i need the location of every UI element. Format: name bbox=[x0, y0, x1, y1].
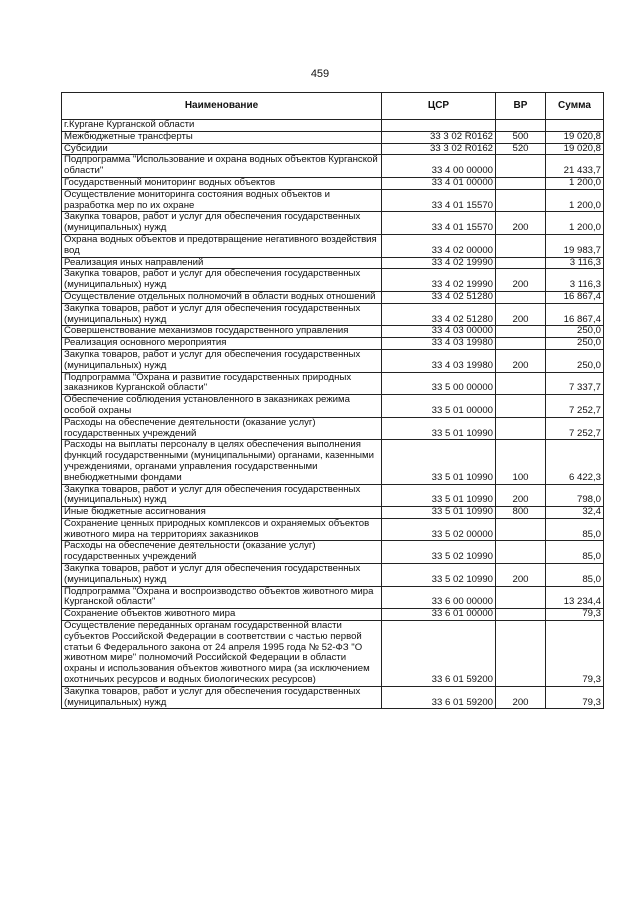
table-row bbox=[62, 177, 604, 189]
cell-vr: 200 bbox=[496, 564, 546, 587]
cell-vr bbox=[496, 541, 546, 564]
cell-name: Сохранение ценных природных комплексов и охраняемых объектов животного мира на территориях заказников bbox=[62, 518, 382, 541]
table-row bbox=[62, 257, 604, 269]
cell-csr: 33 3 02 R0162 bbox=[382, 143, 496, 155]
cell-name: Охрана водных объектов и предотвращение негативного воздействия вод bbox=[62, 234, 382, 257]
cell-sum: 1 200,0 bbox=[546, 189, 604, 212]
table-row bbox=[62, 518, 604, 541]
cell-vr bbox=[496, 586, 546, 609]
cell-vr: 800 bbox=[496, 507, 546, 519]
table-row bbox=[62, 484, 604, 507]
cell-csr: 33 4 03 19980 bbox=[382, 338, 496, 350]
cell-sum: 3 116,3 bbox=[546, 269, 604, 292]
cell-name: Осуществление мониторинга состояния водных объектов и разработка мер по их охране bbox=[62, 189, 382, 212]
table-row bbox=[62, 291, 604, 303]
cell-name: Закупка товаров, работ и услуг для обеспечения государственных (муниципальных) нужд bbox=[62, 484, 382, 507]
cell-csr: 33 4 01 00000 bbox=[382, 177, 496, 189]
cell-sum: 19 020,8 bbox=[546, 131, 604, 143]
cell-csr: 33 4 03 19980 bbox=[382, 349, 496, 372]
cell-sum: 7 252,7 bbox=[546, 395, 604, 418]
cell-csr: 33 4 02 00000 bbox=[382, 234, 496, 257]
cell-name: Иные бюджетные ассигнования bbox=[62, 507, 382, 519]
cell-vr bbox=[496, 326, 546, 338]
cell-csr: 33 3 02 R0162 bbox=[382, 131, 496, 143]
cell-sum: 1 200,0 bbox=[546, 177, 604, 189]
cell-vr: 100 bbox=[496, 440, 546, 484]
table-row bbox=[62, 269, 604, 292]
cell-sum: 19 983,7 bbox=[546, 234, 604, 257]
cell-sum: 19 020,8 bbox=[546, 143, 604, 155]
cell-name: Совершенствование механизмов государственного управления bbox=[62, 326, 382, 338]
header-csr: ЦСР bbox=[382, 93, 496, 120]
cell-csr: 33 5 00 00000 bbox=[382, 372, 496, 395]
cell-vr bbox=[496, 189, 546, 212]
cell-name: Закупка товаров, работ и услуг для обеспечения государственных (муниципальных) нужд bbox=[62, 303, 382, 326]
cell-name: Подпрограмма "Охрана и воспроизводство объектов животного мира Курганской области" bbox=[62, 586, 382, 609]
cell-name: Расходы на выплаты персоналу в целях обеспечения выполнения функций государственными (муниципальными) органами, казенными учреждениями, органами управления государственными внебюджетными фондами bbox=[62, 440, 382, 484]
budget-table bbox=[61, 92, 604, 709]
cell-vr: 200 bbox=[496, 303, 546, 326]
header-vr: ВР bbox=[496, 93, 546, 120]
cell-sum: 1 200,0 bbox=[546, 212, 604, 235]
table-row bbox=[62, 131, 604, 143]
table-row bbox=[62, 507, 604, 519]
cell-name: Межбюджетные трансферты bbox=[62, 131, 382, 143]
cell-name: Государственный мониторинг водных объектов bbox=[62, 177, 382, 189]
cell-vr bbox=[496, 372, 546, 395]
cell-csr: 33 4 02 51280 bbox=[382, 291, 496, 303]
cell-sum: 32,4 bbox=[546, 507, 604, 519]
cell-csr bbox=[382, 120, 496, 132]
cell-name: Подпрограмма "Использование и охрана водных объектов Курганской области" bbox=[62, 155, 382, 178]
cell-sum: 250,0 bbox=[546, 338, 604, 350]
cell-csr: 33 5 01 10990 bbox=[382, 484, 496, 507]
cell-vr bbox=[496, 395, 546, 418]
cell-csr: 33 5 01 10990 bbox=[382, 417, 496, 440]
cell-csr: 33 5 01 10990 bbox=[382, 507, 496, 519]
cell-name: Закупка товаров, работ и услуг для обеспечения государственных (муниципальных) нужд bbox=[62, 686, 382, 709]
cell-name: Закупка товаров, работ и услуг для обеспечения государственных (муниципальных) нужд bbox=[62, 212, 382, 235]
cell-vr bbox=[496, 120, 546, 132]
cell-name: Сохранение объектов животного мира bbox=[62, 609, 382, 621]
cell-sum: 21 433,7 bbox=[546, 155, 604, 178]
cell-vr bbox=[496, 257, 546, 269]
cell-name: Расходы на обеспечение деятельности (оказание услуг) государственных учреждений bbox=[62, 541, 382, 564]
cell-csr: 33 6 00 00000 bbox=[382, 586, 496, 609]
cell-csr: 33 4 02 51280 bbox=[382, 303, 496, 326]
cell-vr bbox=[496, 177, 546, 189]
cell-vr: 200 bbox=[496, 349, 546, 372]
table-header-row bbox=[62, 93, 604, 120]
cell-csr: 33 4 01 15570 bbox=[382, 212, 496, 235]
cell-csr: 33 6 01 00000 bbox=[382, 609, 496, 621]
cell-name: г.Кургане Курганской области bbox=[62, 120, 382, 132]
table-row bbox=[62, 120, 604, 132]
cell-vr: 520 bbox=[496, 143, 546, 155]
cell-csr: 33 6 01 59200 bbox=[382, 686, 496, 709]
cell-vr: 200 bbox=[496, 484, 546, 507]
cell-sum: 798,0 bbox=[546, 484, 604, 507]
table-row bbox=[62, 303, 604, 326]
cell-sum: 85,0 bbox=[546, 518, 604, 541]
table-row bbox=[62, 541, 604, 564]
cell-sum bbox=[546, 120, 604, 132]
cell-vr bbox=[496, 417, 546, 440]
cell-name: Обеспечение соблюдения установленного в заказниках режима особой охраны bbox=[62, 395, 382, 418]
cell-sum: 3 116,3 bbox=[546, 257, 604, 269]
cell-sum: 85,0 bbox=[546, 541, 604, 564]
table-row bbox=[62, 621, 604, 687]
table-row bbox=[62, 686, 604, 709]
cell-vr: 200 bbox=[496, 269, 546, 292]
cell-sum: 7 337,7 bbox=[546, 372, 604, 395]
cell-name: Осуществление переданных органам государственной власти субъектов Российской Федерации в соответствии с частью первой статьи 6 Федерального закона от 24 апреля 1995 года № 52-ФЗ "О животном мире" полномочий Российской Федерации в области охраны и использования объектов животного мира (за исключением охотничьих ресурсов и водных биологических ресурсов) bbox=[62, 621, 382, 687]
cell-csr: 33 4 02 19990 bbox=[382, 257, 496, 269]
table-row bbox=[62, 338, 604, 350]
cell-vr bbox=[496, 234, 546, 257]
cell-sum: 7 252,7 bbox=[546, 417, 604, 440]
table-row bbox=[62, 372, 604, 395]
cell-vr bbox=[496, 518, 546, 541]
page-number: 459 bbox=[310, 68, 330, 80]
cell-sum: 16 867,4 bbox=[546, 303, 604, 326]
table-row bbox=[62, 143, 604, 155]
header-name: Наименование bbox=[62, 93, 382, 120]
table-row bbox=[62, 417, 604, 440]
cell-csr: 33 5 02 00000 bbox=[382, 518, 496, 541]
cell-vr: 200 bbox=[496, 686, 546, 709]
cell-vr: 200 bbox=[496, 212, 546, 235]
table-row bbox=[62, 586, 604, 609]
cell-vr bbox=[496, 291, 546, 303]
table-row bbox=[62, 349, 604, 372]
table-row bbox=[62, 440, 604, 484]
cell-name: Субсидии bbox=[62, 143, 382, 155]
cell-csr: 33 5 01 00000 bbox=[382, 395, 496, 418]
cell-csr: 33 4 00 00000 bbox=[382, 155, 496, 178]
cell-vr bbox=[496, 338, 546, 350]
cell-sum: 79,3 bbox=[546, 686, 604, 709]
table-row bbox=[62, 155, 604, 178]
cell-name: Реализация основного мероприятия bbox=[62, 338, 382, 350]
cell-sum: 6 422,3 bbox=[546, 440, 604, 484]
cell-name: Закупка товаров, работ и услуг для обеспечения государственных (муниципальных) нужд bbox=[62, 269, 382, 292]
cell-sum: 85,0 bbox=[546, 564, 604, 587]
cell-sum: 250,0 bbox=[546, 349, 604, 372]
cell-sum: 79,3 bbox=[546, 609, 604, 621]
table-row bbox=[62, 395, 604, 418]
cell-name: Закупка товаров, работ и услуг для обеспечения государственных (муниципальных) нужд bbox=[62, 564, 382, 587]
cell-sum: 79,3 bbox=[546, 621, 604, 687]
cell-name: Закупка товаров, работ и услуг для обеспечения государственных (муниципальных) нужд bbox=[62, 349, 382, 372]
cell-name: Расходы на обеспечение деятельности (оказание услуг) государственных учреждений bbox=[62, 417, 382, 440]
cell-vr bbox=[496, 621, 546, 687]
cell-csr: 33 5 01 10990 bbox=[382, 440, 496, 484]
cell-name: Осуществление отдельных полномочий в области водных отношений bbox=[62, 291, 382, 303]
table-row bbox=[62, 609, 604, 621]
cell-sum: 13 234,4 bbox=[546, 586, 604, 609]
cell-csr: 33 5 02 10990 bbox=[382, 541, 496, 564]
table-body bbox=[62, 120, 604, 709]
cell-vr: 500 bbox=[496, 131, 546, 143]
cell-vr bbox=[496, 609, 546, 621]
cell-sum: 16 867,4 bbox=[546, 291, 604, 303]
cell-csr: 33 4 03 00000 bbox=[382, 326, 496, 338]
cell-sum: 250,0 bbox=[546, 326, 604, 338]
table-row bbox=[62, 212, 604, 235]
cell-csr: 33 4 01 15570 bbox=[382, 189, 496, 212]
table-row bbox=[62, 564, 604, 587]
cell-name: Подпрограмма "Охрана и развитие государственных природных заказников Курганской области" bbox=[62, 372, 382, 395]
cell-csr: 33 6 01 59200 bbox=[382, 621, 496, 687]
table-row bbox=[62, 189, 604, 212]
cell-csr: 33 5 02 10990 bbox=[382, 564, 496, 587]
cell-name: Реализация иных направлений bbox=[62, 257, 382, 269]
cell-vr bbox=[496, 155, 546, 178]
header-sum: Сумма bbox=[546, 93, 604, 120]
table-row bbox=[62, 234, 604, 257]
table-row bbox=[62, 326, 604, 338]
cell-csr: 33 4 02 19990 bbox=[382, 269, 496, 292]
